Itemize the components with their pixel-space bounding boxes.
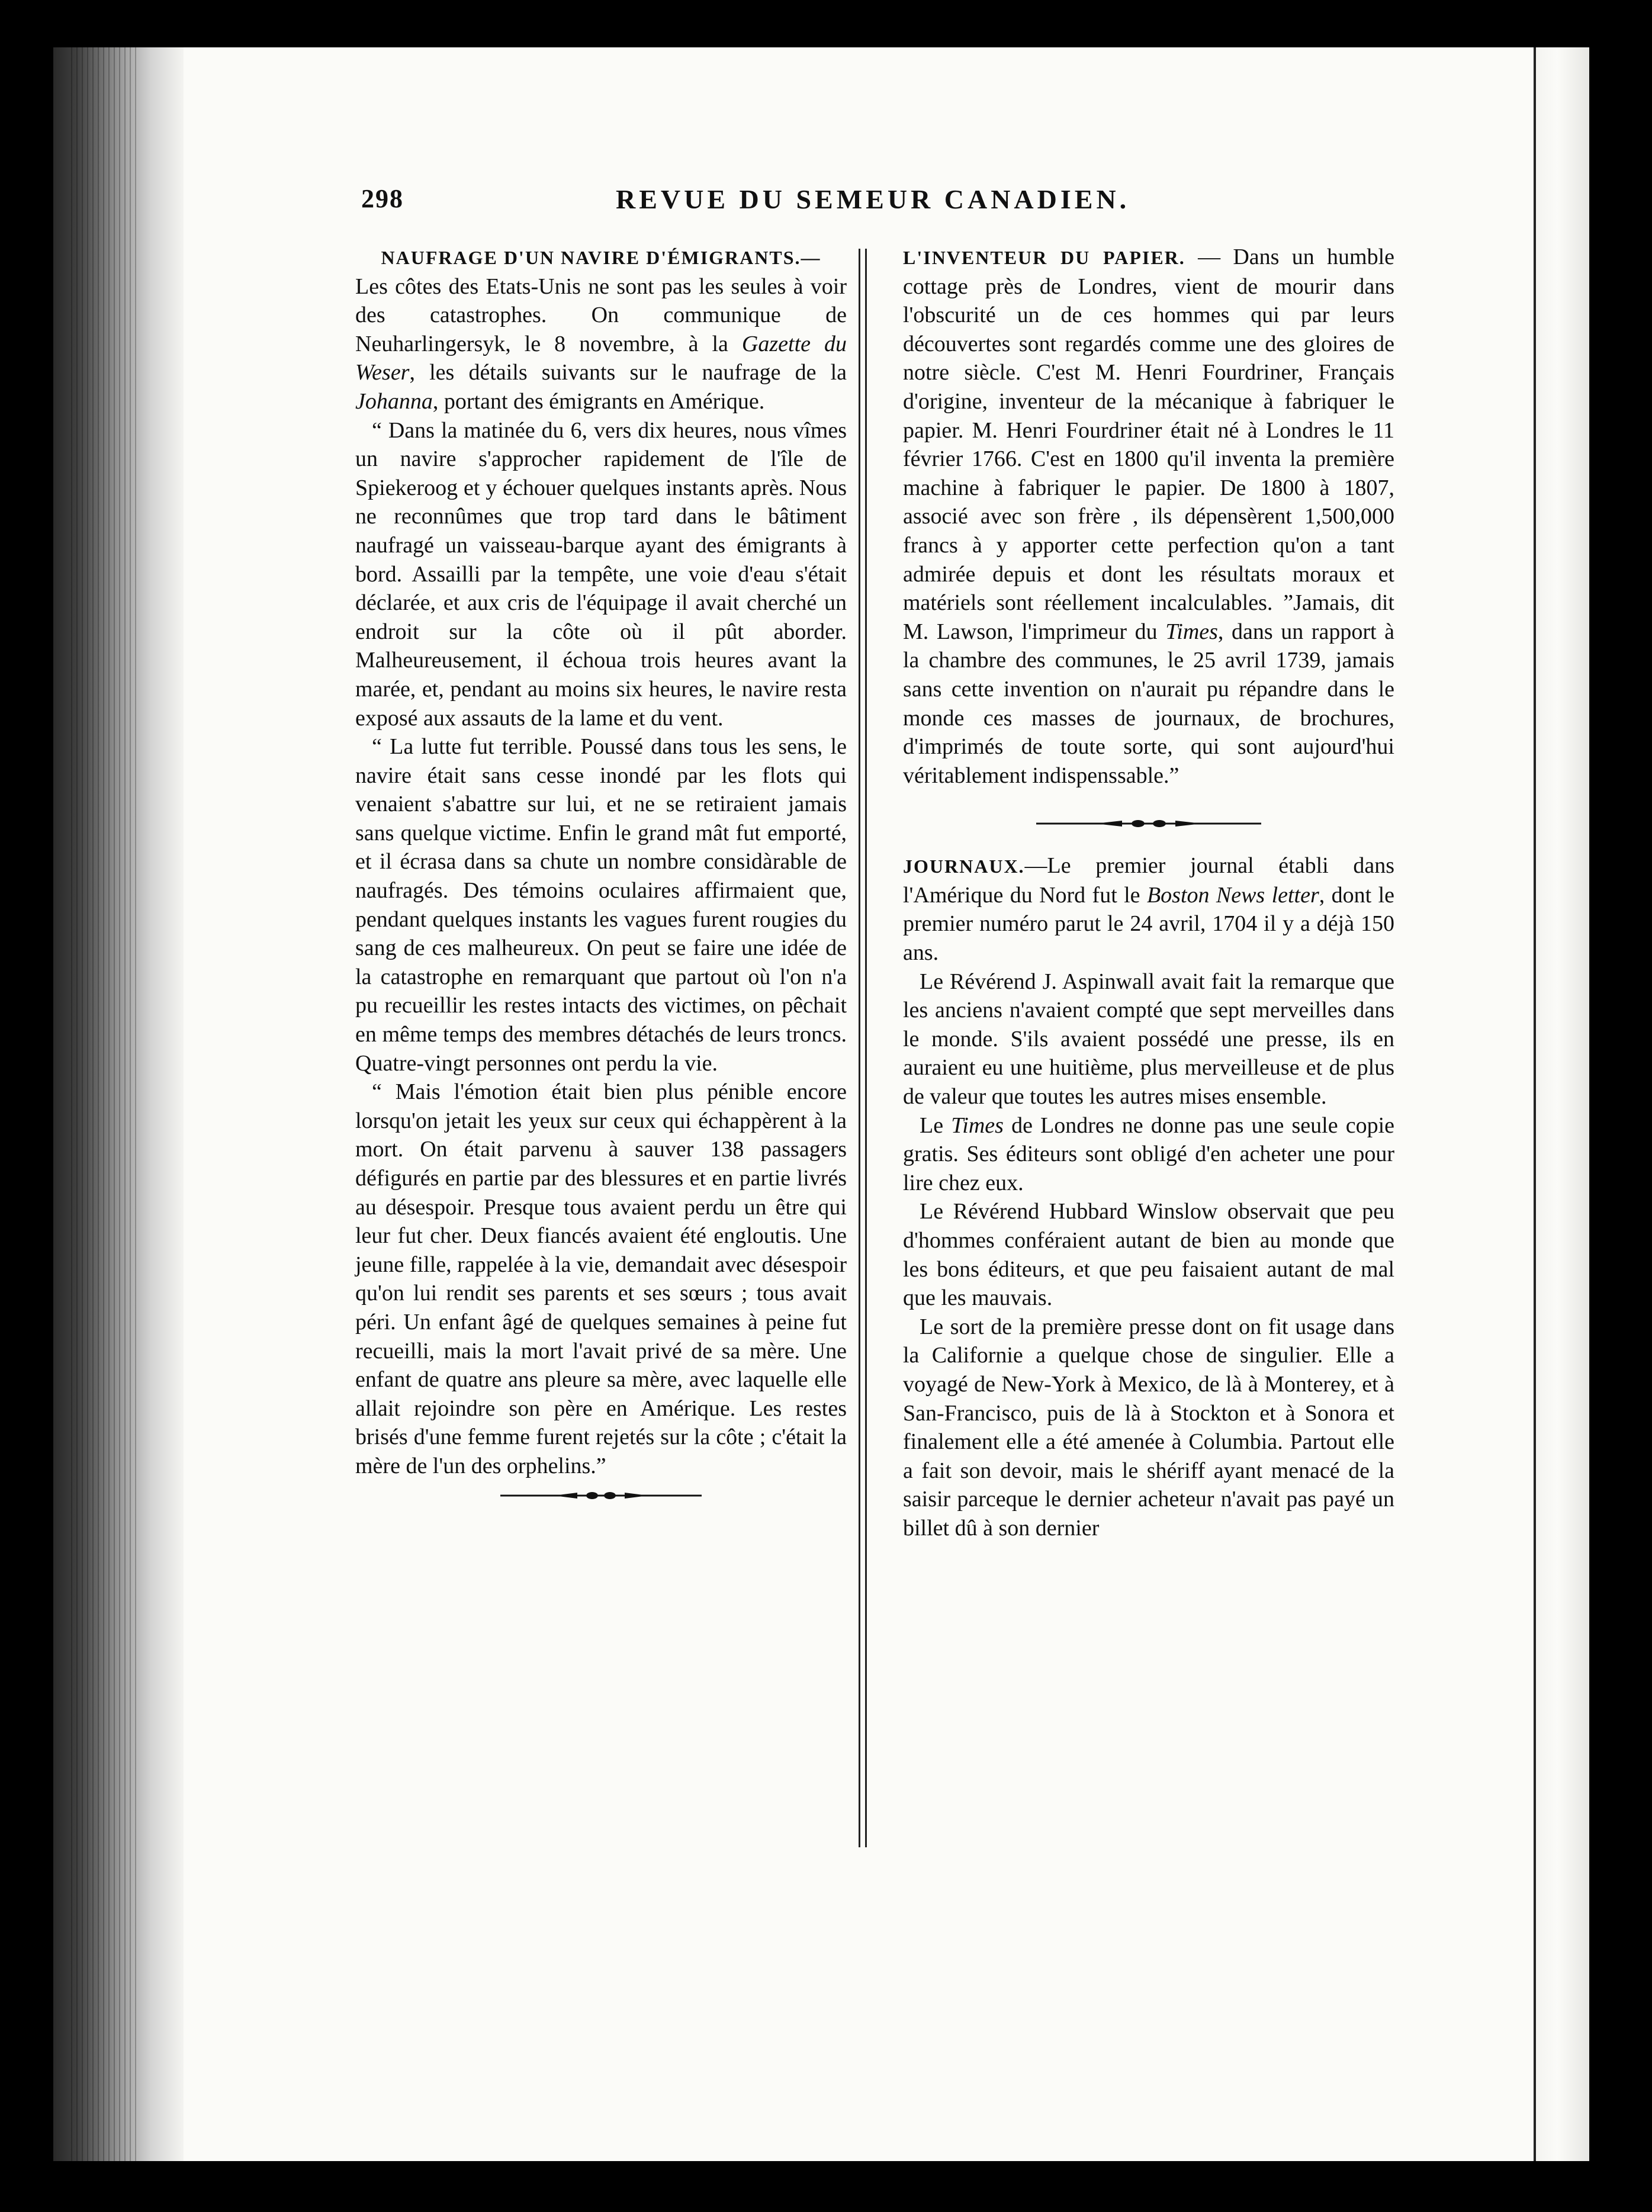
article-heading-journaux: JOURNAUX. — [903, 856, 1025, 877]
journaux-p1-before: —Le premier journal établi dans l'Amérique du Nord fut le — [903, 853, 1394, 908]
gazette-title: Gazette du Weser — [355, 331, 847, 385]
ship-name: Johanna — [355, 388, 433, 414]
journal-title: REVUE DU SEMEUR CANADIEN. — [616, 184, 1130, 214]
journaux-paragraph-2: Le Révérend J. Aspinwall avait fait la remarque que les anciens n'avaient compté que sept merveilles dans le monde. S'ils avaient possédé une presse, ils en auraient eu une huitième, plus merveilleuse et de plus de valeur que toutes les autres mises ensemble. — [903, 969, 1394, 1110]
journaux-paragraph-3 — [903, 1111, 1394, 1198]
inventeur-paragraph-1 — [903, 243, 1394, 790]
article-heading-inventeur: L'INVENTEUR DU PAPIER. — [903, 247, 1185, 268]
ornament-rule-icon — [500, 1491, 702, 1500]
journaux-p3-after: de Londres ne donne pas une seule copie gratis. Ses éditeurs sont obligé d'en acheter une pour lire chez eux. — [903, 1113, 1395, 1195]
ornament-rule-icon — [1036, 819, 1261, 828]
inventeur-p1-after: , dans un rapport à la chambre des communes, le 25 avril 1739, jamais sans cette invention on n'aurait pu répandre dans le monde ces masses de journaux, de brochures, d'imprimés de toute sorte, qui sont aujourd'hui véritablement indispenssable.” — [903, 619, 1394, 788]
naufrage-p1-after: , portant des émigrants en Amérique. — [432, 388, 765, 414]
section-ornament-right — [903, 819, 1394, 828]
page-number: 298 — [361, 184, 404, 213]
running-head — [0, 184, 1652, 219]
times-title-2: Times — [951, 1113, 1004, 1138]
page-right-edge — [1534, 47, 1589, 2161]
journaux-paragraph-1 — [903, 851, 1394, 967]
column-divider — [859, 249, 867, 1847]
journaux-paragraph-5: Le sort de la première presse dont on fit usage dans la Californie a quelque chose de singulier. Elle a voyagé de New-York à Mexico, de là à Monterey, et à San-Francisco, puis de là à Stockton et à Sonora et finalement elle a été amenée à Columbia. Partout elle a fait son devoir, mais le shériff ayant menacé de la saisir parceque le dernier acheteur n'avait pas payé un billet dû à son dernier — [903, 1314, 1394, 1541]
naufrage-paragraph-1 — [355, 272, 847, 416]
right-column — [903, 243, 1394, 1543]
naufrage-p1-middle: , les détails suivants sur le naufrage de la — [409, 360, 847, 385]
naufrage-paragraph-4: “ Mais l'émotion était bien plus pénible encore lorsqu'on jetait les yeux sur ceux qui échappèrent à la mort. On était parvenu à sauver 138 passagers défigurés en partie par des blessures et en partie livrés au désespoir. Presque tous avaient perdu un être qui leur fut cher. Deux fiancés avaient été engloutis. Une jeune fille, rappelée à la vie, demandait avec désespoir qu'on lui rendit ses parents et ses sœurs ; tous avait péri. Un enfant âgé de quelques semaines à peine fut recueilli, mais la mort l'avait privé de sa mère. Une enfant de quatre ans pleure sa mère, avec laquelle elle allait rejoindre son père en Amérique. Les restes brisés d'une femme furent rejetés sur la côte ; c'était la mère de l'un des orphelins.” — [355, 1079, 847, 1478]
journaux-p3-before: Le — [920, 1113, 944, 1138]
scan-border-top — [0, 0, 1652, 47]
boston-news-letter-title: Boston News letter — [1146, 882, 1319, 908]
journaux-p1-after: , dont le premier numéro parut le 24 avril, 1704 il y a déjà 150 ans. — [903, 882, 1394, 966]
naufrage-paragraph-3: “ La lutte fut terrible. Poussé dans tous les sens, le navire était sans cesse inondé par les flots qui venaient s'abattre sur lui, et ne se retiraient jamais sans quelque victime. Enfin le grand mât fut emporté, et il écrasa dans sa chute un nombre considàrable de naufragés. Des témoins oculaires affirmaient que, pendant quelques instants les vagues furent rougies du sang de ces malheureux. On peut se faire une idée de la catastrophe en remarquant que partout où l'on n'a pu recueillir les restes intacts des victimes, on pêchait en même temps des membres détachés de leurs troncs. Quatre-vingt personnes ont perdu la vie. — [355, 734, 847, 1076]
left-column — [355, 243, 847, 1520]
book-binding-edge — [71, 47, 136, 2161]
naufrage-p1-before: Les côtes des Etats-Unis ne sont pas les seules à voir des catastrophes. On communique de Neuharlingersyk, le 8 novembre, à la — [355, 274, 847, 356]
article-heading-naufrage-text: NAUFRAGE D'UN NAVIRE D'ÉMIGRANTS.— — [381, 247, 821, 268]
inventeur-p1-intro: — Dans un humble cottage près de Londres, vient de mourir dans l'obscurité un de ces hommes qui par leurs découvertes sont regardés comme une des gloires de notre siècle. C'est M. Henri Fourdriner, Français d'origine, inventeur de la mécanique à fabriquer le papier. M. Henri Fourdriner était né à Londres le 11 février 1766. C'est en 1800 qu'il inventa la première machine à fabriquer le papier. De 1800 à 1807, associé avec son frère , ils dépensèrent 1,500,000 francs à y apporter cette perfection qu'on a tant admirée depuis et dont les résultats moraux et matériels sont réellement incalculables. ”Jamais, dit M. Lawson, l'imprimeur du — [903, 245, 1395, 644]
naufrage-paragraph-2: “ Dans la matinée du 6, vers dix heures, nous vîmes un navire s'approcher rapidement de l'île de Spiekeroog et y échouer quelques instants après. Nous ne reconnûmes que trop tard dans le bâtiment naufragé un vaisseau-barque ayant des émigrants à bord. Assailli par la tempête, une voie d'eau s'était déclarée, et aux cris de l'équipage il avait cherché un endroit sur la côte où il pût aborder. Malheureusement, il échoua trois heures avant la marée, et, pendant au moins six heures, le navire resta exposé aux assauts de la lame et du vent. — [355, 417, 847, 731]
times-title-1: Times — [1165, 619, 1218, 644]
journaux-paragraph-4: Le Révérend Hubbard Winslow observait que peu d'hommes conféraient autant de bien au monde que les bons éditeurs, et que peu faisaient autant de mal que les mauvais. — [903, 1199, 1394, 1311]
section-ornament-left — [355, 1491, 847, 1500]
article-heading-naufrage — [355, 243, 847, 272]
